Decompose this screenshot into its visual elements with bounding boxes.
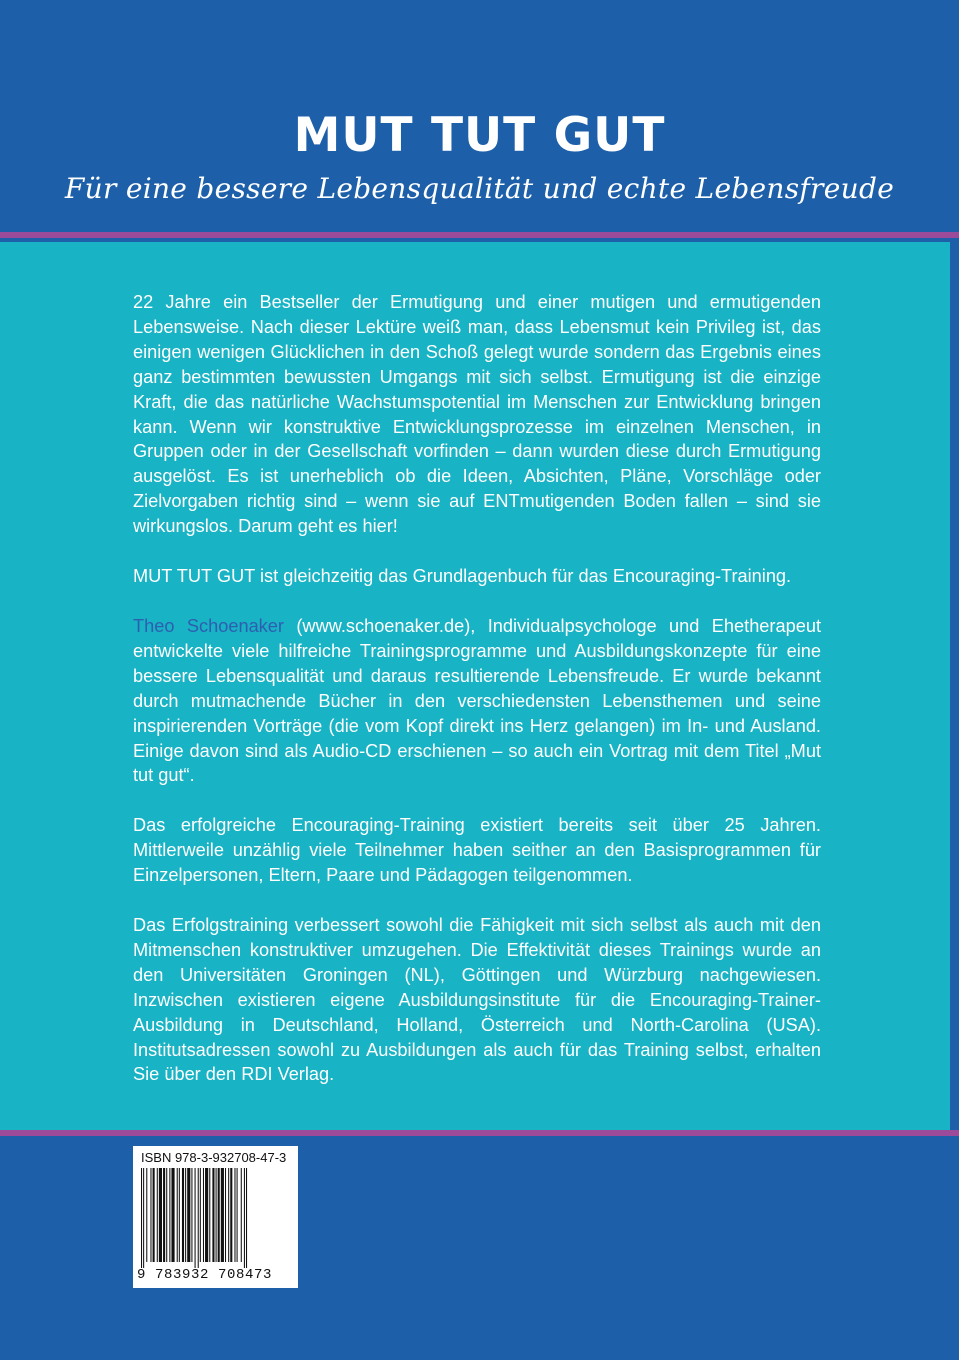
barcode-bar <box>146 1168 147 1262</box>
barcode-bar <box>203 1168 204 1262</box>
paragraph-effectiveness: Das Erfolgstraining verbessert sowohl die Fähigkeit mit sich selbst als auch mit den Mitmenschen konstruktiver umzugehen. Die Effektivität dieses Trainings wurde an den Universitäten Groningen (NL), Göttingen und Würzburg nachgewiesen. Inzwischen existieren eigene Ausbildungsinstitute für die Encouraging-Trainer-Ausbildung in Deutschland, Holland, Österreich und North-Carolina (USA). Institutsadressen sowohl zu Ausbildungen als auch für das Training selbst, erhalten Sie über den RDI Verlag. <box>133 915 821 1085</box>
barcode-bar <box>241 1168 242 1262</box>
paragraph-intro: 22 Jahre ein Bestseller der Ermutigung und einer mutigen und ermutigenden Lebensweise. Nach dieser Lektüre weiß man, dass Lebensmut kein Privileg ist, das einigen wenigen Glücklichen in den Schoß gelegt wurde sondern das Ergebnis eines ganz bestimmten bewussten Umgangs mit sich selbst. Ermutigung ist die einzige Kraft, die das natürliche Wachstumspotential im Menschen zur Entwicklung bringen kann. Wenn wir konstruktive Entwicklungsprozesse im einzelnen Menschen, in Gruppen oder in der Gesellschaft vorfinden – dann wurden diese durch Ermutigung ausgelöst. Es ist unerheblich ob die Ideen, Absichten, Pläne, Vorschläge oder Zielvorgaben richtig sind – wenn sie auf ENTmutigenden Boden fallen – sind sie wirkungslos. Darum geht es hier! <box>133 292 821 537</box>
blurb-text <box>133 290 821 1112</box>
barcode-bar <box>228 1168 229 1262</box>
barcode-bar <box>225 1168 226 1262</box>
book-title: MUT TUT GUT <box>293 108 666 163</box>
paragraph-grundlagen: MUT TUT GUT ist gleichzeitig das Grundlagenbuch für das Encouraging-Training. <box>133 566 792 587</box>
barcode-bar <box>182 1168 184 1262</box>
barcode-bar <box>150 1168 151 1262</box>
author-name: Theo Schoenaker <box>133 615 284 636</box>
right-edge-band <box>950 242 959 1130</box>
barcode-bar <box>187 1168 190 1262</box>
barcode-digits: 9 783932 708473 <box>137 1267 273 1283</box>
barcode-bar <box>218 1168 220 1262</box>
barcode-bar <box>159 1168 162 1262</box>
barcode-bar <box>200 1168 201 1262</box>
barcode-bar <box>212 1168 214 1262</box>
barcode-bar <box>153 1168 155 1262</box>
isbn-barcode-box <box>133 1146 298 1288</box>
barcode-bar <box>244 1168 245 1268</box>
barcode-bar <box>141 1168 142 1268</box>
barcode-bar <box>163 1168 165 1262</box>
author-bio: (www.schoenaker.de), Individualpsychologe und Ehetherapeut entwickelte viele hilfreiche Trainingsprogramme und Ausbildungskonzepte für eine bessere Lebensqualität und daraus resultierende Lebensfreude. Er wurde bekannt durch mutmachende Bücher in den verschiedensten Lebensthemen und seine inspirierenden Vorträge (die vom Kopf direkt ins Herz gelangen) im In- und Ausland. Einige davon sind als Audio-CD erschienen – so auch ein Vortrag mit dem Titel „Mut tut gut“. <box>133 615 821 786</box>
barcode-bar <box>221 1168 224 1262</box>
barcode-bar <box>179 1168 180 1262</box>
paragraph-author <box>133 614 821 788</box>
isbn-label: ISBN 978-3-932708-47-3 <box>141 1150 287 1165</box>
barcode-bar <box>166 1168 167 1262</box>
paragraph-training: Das erfolgreiche Encouraging-Training existiert bereits seit über 25 Jahren. Mittlerweile unzählig viele Teilnehmer haben seither an den Basisprogrammen für Einzelpersonen, Eltern, Paare und Pädagogen teilgenommen. <box>133 815 821 886</box>
barcode-bar <box>157 1168 158 1262</box>
barcode-bar <box>143 1168 144 1268</box>
barcode-bar <box>198 1168 199 1268</box>
barcode-icon <box>139 1168 292 1268</box>
barcode-bar <box>234 1168 235 1262</box>
barcode-bar <box>191 1168 192 1262</box>
barcode-bar <box>237 1168 238 1262</box>
barcode-bar <box>171 1168 174 1262</box>
barcode-bar <box>209 1168 210 1262</box>
barcode-bar <box>177 1168 178 1262</box>
barcode-bar <box>216 1168 217 1262</box>
book-subtitle: Für eine bessere Lebensqualität und echte Lebensfreude <box>64 172 895 205</box>
barcode-bar <box>185 1168 186 1262</box>
barcode-bar <box>205 1168 208 1262</box>
barcode-bar <box>246 1168 247 1268</box>
barcode-bar <box>169 1168 170 1262</box>
barcode-bar <box>195 1168 196 1268</box>
barcode-bar <box>230 1168 232 1262</box>
